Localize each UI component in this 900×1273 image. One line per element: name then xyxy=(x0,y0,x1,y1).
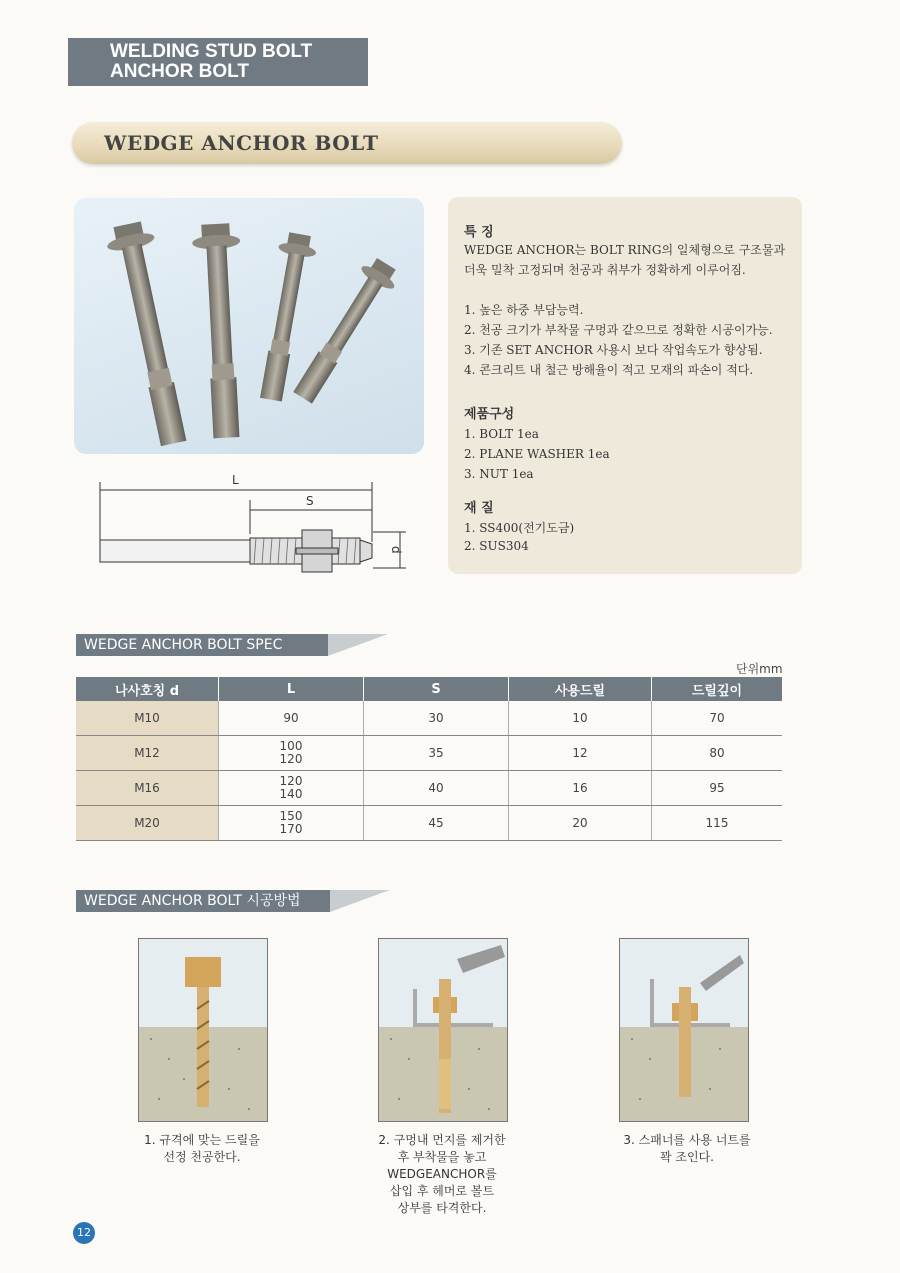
cell-depth: 80 xyxy=(652,736,783,771)
col-header-drill: 사용드릴 xyxy=(509,677,652,701)
product-photo xyxy=(74,198,424,454)
section-bar-tail xyxy=(328,634,388,656)
feature-item: 2. 천공 크기가 부착물 구멍과 같으므로 정확한 시공이가능. xyxy=(464,323,773,337)
table-header-row xyxy=(76,677,782,701)
cell-S: 35 xyxy=(364,736,509,771)
cell-d: M10 xyxy=(76,701,219,736)
cell-depth: 115 xyxy=(652,806,783,841)
cell-drill: 12 xyxy=(509,736,652,771)
method-section-bar xyxy=(76,890,396,912)
col-header-d: 나사호칭 d xyxy=(76,677,219,701)
cell-L-value: 100 xyxy=(279,739,303,753)
section-bar-tail xyxy=(330,890,390,912)
cell-L xyxy=(219,806,364,841)
caption-line: 3. 스패너를 사용 너트를 xyxy=(623,1133,751,1147)
features-panel xyxy=(448,197,802,574)
cell-drill: 20 xyxy=(509,806,652,841)
dim-label-d: d xyxy=(389,546,403,554)
cell-drill: 10 xyxy=(509,701,652,736)
cell-S: 45 xyxy=(364,806,509,841)
dim-label-L: L xyxy=(232,473,239,487)
cell-L-value: 170 xyxy=(279,822,303,836)
component-item: 3. NUT 1ea xyxy=(464,467,534,481)
components-heading: 제품구성 xyxy=(464,407,515,422)
cell-d: M20 xyxy=(76,806,219,841)
caption-line: 꽉 조인다. xyxy=(660,1150,714,1164)
cell-L-value: 150 xyxy=(279,809,303,823)
table-row xyxy=(76,806,782,841)
cell-d: M16 xyxy=(76,771,219,806)
cell-L-value: 140 xyxy=(279,787,303,801)
product-title-banner xyxy=(72,122,622,164)
features-desc-1: WEDGE ANCHOR는 BOLT RING의 일체형으로 구조물과 xyxy=(464,243,786,257)
caption-line: 상부를 타격한다. xyxy=(397,1201,487,1215)
cell-S: 30 xyxy=(364,701,509,736)
catalog-header xyxy=(68,38,368,86)
caption-line: 2. 구멍내 먼지를 제거한 xyxy=(378,1133,506,1147)
cell-L-value: 90 xyxy=(283,710,299,725)
caption-line: WEDGEANCHOR를 xyxy=(387,1167,497,1181)
cell-d: M12 xyxy=(76,736,219,771)
features-desc-2: 더욱 밀착 고정되며 천공과 취부가 정확하게 이루어짐. xyxy=(464,263,746,277)
drilling-icon xyxy=(139,939,267,1121)
method-section-title: WEDGE ANCHOR BOLT 시공방법 xyxy=(76,890,330,912)
header-line-1: WELDING STUD BOLT xyxy=(110,41,313,62)
step-1-illustration xyxy=(138,938,268,1122)
material-item: 1. SS400(전기도금) xyxy=(464,521,575,535)
cell-L-value: 120 xyxy=(279,752,303,766)
feature-item: 3. 기존 SET ANCHOR 사용시 보다 작업속도가 향상됨. xyxy=(464,343,763,357)
caption-line: 삽입 후 헤머로 볼트 xyxy=(389,1184,495,1198)
spec-section-bar xyxy=(76,634,396,656)
page-number: 12 xyxy=(73,1222,95,1244)
dim-label-S: S xyxy=(306,494,314,508)
step-3-illustration xyxy=(619,938,749,1122)
col-header-depth: 드릴깊이 xyxy=(652,677,783,701)
caption-line: 1. 규격에 맞는 드릴을 xyxy=(144,1133,260,1147)
cell-L-value: 120 xyxy=(279,774,303,788)
cell-drill: 16 xyxy=(509,771,652,806)
col-header-S: S xyxy=(364,677,509,701)
wrench-icon xyxy=(620,939,748,1121)
cell-L xyxy=(219,701,364,736)
step-2-illustration xyxy=(378,938,508,1122)
step-3-caption xyxy=(612,1132,762,1166)
wedge-anchor-bolts-image xyxy=(74,198,424,454)
features-heading: 특 징 xyxy=(464,225,494,240)
hammer-icon xyxy=(379,939,507,1121)
component-item: 2. PLANE WASHER 1ea xyxy=(464,447,610,461)
table-row xyxy=(76,771,782,806)
cell-depth: 70 xyxy=(652,701,783,736)
dimension-drawing xyxy=(96,472,416,592)
component-item: 1. BOLT 1ea xyxy=(464,427,539,441)
spec-table xyxy=(76,677,782,841)
material-heading: 재 질 xyxy=(464,501,494,516)
cell-L xyxy=(219,736,364,771)
step-2-caption xyxy=(370,1132,514,1217)
step-1-caption xyxy=(124,1132,280,1166)
table-row xyxy=(76,736,782,771)
cell-L xyxy=(219,771,364,806)
feature-item: 1. 높은 하중 부담능력. xyxy=(464,303,584,317)
spec-section-title: WEDGE ANCHOR BOLT SPEC xyxy=(76,634,328,656)
product-title: WEDGE ANCHOR BOLT xyxy=(104,131,379,155)
table-row xyxy=(76,701,782,736)
col-header-L: L xyxy=(219,677,364,701)
cell-S: 40 xyxy=(364,771,509,806)
material-item: 2. SUS304 xyxy=(464,539,529,553)
caption-line: 후 부착물을 놓고 xyxy=(397,1150,487,1164)
header-line-2: ANCHOR BOLT xyxy=(110,61,249,82)
caption-line: 선정 천공한다. xyxy=(163,1150,241,1164)
cell-depth: 95 xyxy=(652,771,783,806)
unit-label: 단위mm xyxy=(736,662,783,676)
feature-item: 4. 콘크리트 내 철근 방해율이 적고 모재의 파손이 적다. xyxy=(464,363,754,377)
